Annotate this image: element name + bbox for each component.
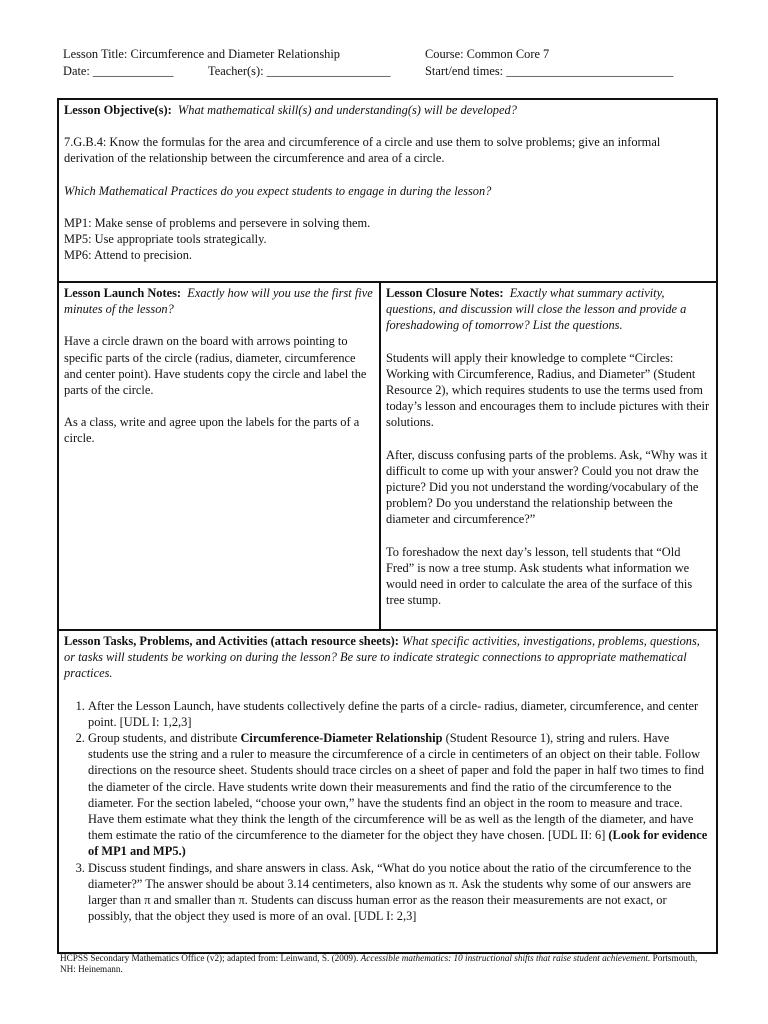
task-item-2 — [88, 730, 711, 860]
launch-prompt: Exactly how will you use the first five minutes of the lesson? — [64, 286, 373, 317]
task-item-2-intro: Group students, and distribute — [88, 731, 241, 746]
task-item-3: 3. Discuss student findings, and share answers in class. Ask, “What do you notice about the ratio of the circumference to the diameter?” The answer should be about 3.14 centimeters, also known as π. Ask the students why some of our answers are larger than π and smaller than π. Students can discuss human error as the reason their measurements are not exact, or possibly, that the object they used is more of an oval. [UDL I: 2,3] — [88, 860, 711, 925]
citation-title: Accessible mathematics: 10 instructional shifts that raise student achievement. — [360, 953, 651, 963]
practice-item: MP5: Use appropriate tools strategically. — [64, 232, 267, 247]
closure-prompt: Exactly what summary activity, questions, and discussion will close the lesson and provide a foreshadowing of tomorrow? List the questions. — [386, 286, 687, 333]
launch-closure-row — [59, 283, 716, 631]
lesson-title: Lesson Title: Circumference and Diameter Relationship — [63, 47, 341, 61]
tasks-label: Lesson Tasks, Problems, and Activities (attach resource sheets): — [64, 634, 399, 648]
tasks-section — [59, 631, 716, 952]
tasks-list — [64, 698, 711, 925]
teachers-field: Teacher(s): ____________________ — [208, 64, 391, 78]
objective-standard: 7.G.B.4: Know the formulas for the area and circumference of a circle and use them to solve problems; give an informal derivation of the relationship between the circumference and area of a circle. — [64, 135, 661, 166]
footer-citation — [60, 953, 700, 975]
course: Course: Common Core 7 — [425, 47, 550, 61]
lesson-header — [63, 46, 723, 80]
launch-paragraph-2: As a class, write and agree upon the labels for the parts of a circle. — [64, 415, 360, 446]
practices-prompt: Which Mathematical Practices do you expect students to engage in during the lesson? — [64, 183, 492, 198]
resource-title: Circumference-Diameter Relationship — [240, 731, 443, 746]
closure-section — [381, 283, 716, 629]
date-field: Date: _____________ — [63, 64, 174, 78]
header-row-2 — [63, 63, 723, 80]
task-item-1: 1. After the Lesson Launch, have students collectively define the parts of a circle- radius, diameter, circumference, and center point. [UDL I: 1,2,3] — [88, 698, 711, 730]
closure-paragraph-3: To foreshadow the next day’s lesson, tell students that “Old Fred” is now a tree stump. Ask students what information we would need in order to calculate the area of the surface of this tree stump. — [386, 544, 693, 608]
objective-heading — [64, 102, 711, 118]
header-row-1 — [63, 46, 723, 63]
mp-evidence-note: (Look for evidence of MP1 and MP5.) — [88, 828, 708, 859]
citation-publisher: Portsmouth, NH: Heinemann. — [60, 953, 698, 974]
tasks-heading — [64, 633, 711, 682]
practice-item: MP1: Make sense of problems and persevere in solving them. — [64, 215, 371, 230]
citation-source: HCPSS Secondary Mathematics Office (v2); adapted from: Leinwand, S. (2009). — [60, 953, 361, 963]
launch-section — [59, 283, 381, 629]
launch-paragraph-1: Have a circle drawn on the board with arrows pointing to specific parts of the circle (radius, diameter, circumference and center point). Have students copy the circle and label the parts of the circle. — [64, 334, 367, 398]
objective-label: Lesson Objective(s): — [64, 103, 172, 117]
closure-heading — [386, 285, 711, 334]
closure-paragraph-1: Students will apply their knowledge to complete “Circles: Working with Circumference, Radius, and Diameter” (Student Resource 2), which requires students to use the terms used from today’s lesson and encourages them to include pictures with their solutions. — [386, 350, 710, 430]
launch-label: Lesson Launch Notes: — [64, 286, 182, 300]
tasks-prompt: What specific activities, investigations, problems, questions, or tasks will students be working on during the lesson? Be sure to indicate strategic connections to appropriate mathematical practices. — [64, 634, 700, 681]
objective-prompt: What mathematical skill(s) and understanding(s) will be developed? — [177, 103, 517, 117]
start-end-times-field: Start/end times: ___________________________ — [425, 64, 674, 78]
lesson-plan-table — [57, 98, 718, 954]
objective-section — [59, 100, 716, 283]
task-item-2-body: (Student Resource 1), string and rulers. Have students use the string and a ruler to measure the circumference of a circle in centimeters of an object on their table. Follow directions on the resource sheet. Students should trace circles on a sheet of paper and fold the paper in half two times to find the diameter of the circle. Have students write down their measurements and find the ratio of the circumference to the diameter. For the section labeled, “choose your own,” have the students find an object in the room to measure and trace. Have them estimate what they think the length of the circumference will be as well as the length of the diameter, and have them estimate the ratio of the circumference to the diameter for the object they have chosen. [UDL II: 6] — [88, 731, 704, 843]
practice-item: MP6: Attend to precision. — [64, 248, 193, 263]
closure-paragraph-2: After, discuss confusing parts of the problems. Ask, “Why was it difficult to come up with your answer? Could you not draw the picture? Did you not understand the wording/vocabulary of the problem? Do you understand the relationship between the diameter and circumference?” — [386, 447, 708, 527]
closure-label: Lesson Closure Notes: — [386, 286, 504, 300]
launch-heading — [64, 285, 374, 317]
